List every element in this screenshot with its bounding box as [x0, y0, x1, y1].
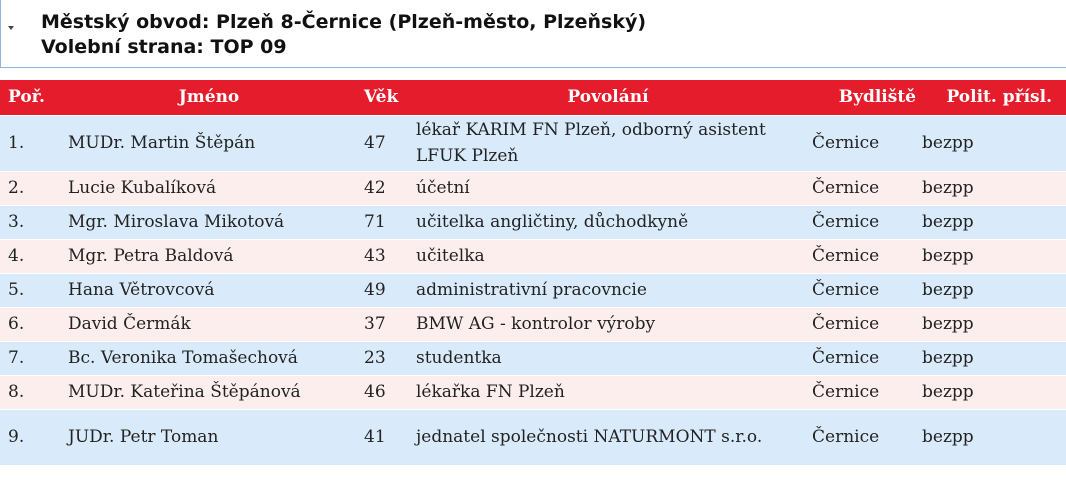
row-affiliation: bezpp [916, 171, 1066, 205]
row-order: 1. [0, 115, 60, 171]
row-occupation: BMW AG - kontrolor výroby [410, 307, 806, 341]
row-order: 8. [0, 375, 60, 409]
row-occupation: studentka [410, 341, 806, 375]
row-residence: Černice [806, 205, 916, 239]
row-order: 3. [0, 205, 60, 239]
row-age: 23 [358, 341, 410, 375]
column-header-affiliation: Polit. přísl. [946, 87, 1052, 108]
column-header-occupation: Povolání [567, 87, 649, 108]
row-name: JUDr. Petr Toman [60, 409, 358, 465]
row-age: 37 [358, 307, 410, 341]
row-occupation: učitelka angličtiny, důchodkyně [410, 205, 806, 239]
row-age: 47 [358, 115, 410, 171]
section-header [0, 0, 1066, 68]
table-row [0, 409, 1066, 465]
row-age: 41 [358, 409, 410, 465]
row-age: 49 [358, 273, 410, 307]
column-header-age: Věk [364, 87, 399, 108]
row-name: David Čermák [60, 307, 358, 341]
row-occupation: administrativní pracovncie [410, 273, 806, 307]
row-name: Lucie Kubalíková [60, 171, 358, 205]
row-order: 9. [0, 409, 60, 465]
row-residence: Černice [806, 307, 916, 341]
row-name: Mgr. Petra Baldová [60, 239, 358, 273]
column-header-order: Poř. [8, 87, 45, 108]
row-order: 6. [0, 307, 60, 341]
row-occupation: lékař KARIM FN Plzeň, odborný asistent LFUK Plzeň [410, 115, 806, 171]
row-name: Mgr. Miroslava Mikotová [60, 205, 358, 239]
row-residence: Černice [806, 115, 916, 171]
column-header-residence: Bydliště [838, 87, 916, 108]
row-name: Bc. Veronika Tomašechová [60, 341, 358, 375]
row-affiliation: bezpp [916, 205, 1066, 239]
table-row [0, 115, 1066, 171]
table-row [0, 239, 1066, 273]
party-title: Volební strana: TOP 09 [41, 36, 287, 58]
row-name: MUDr. Kateřina Štěpánová [60, 375, 358, 409]
table-header-row [0, 80, 1066, 115]
row-affiliation: bezpp [916, 409, 1066, 465]
row-occupation: lékařka FN Plzeň [410, 375, 806, 409]
row-residence: Černice [806, 409, 916, 465]
row-occupation: učitelka [410, 239, 806, 273]
row-occupation: jednatel společnosti NATURMONT s.r.o. [410, 409, 806, 465]
row-affiliation: bezpp [916, 239, 1066, 273]
section-title [41, 10, 646, 60]
row-age: 71 [358, 205, 410, 239]
row-residence: Černice [806, 341, 916, 375]
row-affiliation: bezpp [916, 307, 1066, 341]
row-order: 4. [0, 239, 60, 273]
row-age: 42 [358, 171, 410, 205]
table-row [0, 375, 1066, 409]
row-residence: Černice [806, 273, 916, 307]
row-affiliation: bezpp [916, 273, 1066, 307]
table-row [0, 205, 1066, 239]
row-name: MUDr. Martin Štěpán [60, 115, 358, 171]
collapse-toggle-icon[interactable] [8, 26, 14, 30]
table-row [0, 307, 1066, 341]
row-order: 5. [0, 273, 60, 307]
row-occupation: účetní [410, 171, 806, 205]
row-order: 2. [0, 171, 60, 205]
row-affiliation: bezpp [916, 115, 1066, 171]
row-residence: Černice [806, 171, 916, 205]
table-body [0, 115, 1066, 465]
row-residence: Černice [806, 239, 916, 273]
row-age: 43 [358, 239, 410, 273]
candidates-table [0, 80, 1066, 465]
district-title: Městský obvod: Plzeň 8-Černice (Plzeň-město, Plzeňský) [41, 11, 647, 33]
row-affiliation: bezpp [916, 341, 1066, 375]
row-residence: Černice [806, 375, 916, 409]
row-affiliation: bezpp [916, 375, 1066, 409]
table-row [0, 341, 1066, 375]
row-order: 7. [0, 341, 60, 375]
column-header-name: Jméno [178, 87, 240, 108]
row-name: Hana Větrovcová [60, 273, 358, 307]
table-row [0, 273, 1066, 307]
row-age: 46 [358, 375, 410, 409]
table-row [0, 171, 1066, 205]
